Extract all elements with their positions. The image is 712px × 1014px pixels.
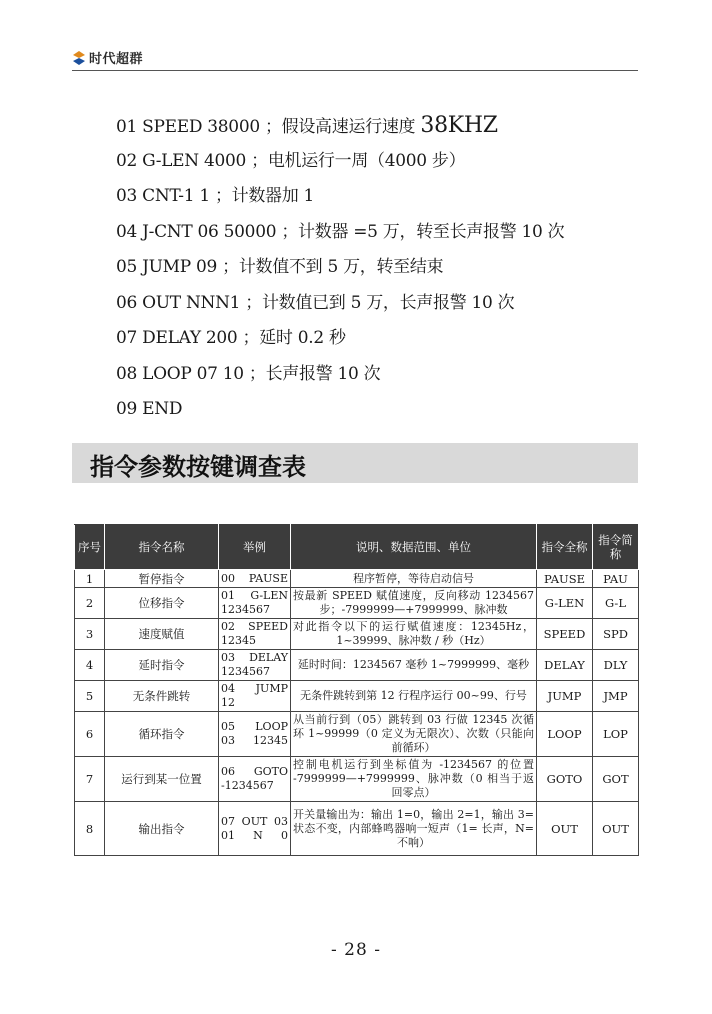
page-header	[72, 44, 638, 71]
code-line-text: 01 SPEED 38000 ；假设高速运行速度	[116, 117, 421, 137]
code-line	[116, 357, 676, 393]
code-line-text: 07 DELAY 200 ；延时 0.2 秒	[116, 328, 346, 348]
table-header-row	[75, 525, 639, 570]
table-row	[75, 588, 639, 619]
instruction-short-name: SPD	[593, 619, 639, 650]
instruction-full-name: LOOP	[537, 712, 593, 757]
instruction-description: 控制电机运行到坐标值为 -1234567 的位置 -7999999—+7999999、脉冲数（0 相当于返回零点）	[291, 757, 537, 802]
code-line-text: 03 CNT-1 1 ；计数器加 1	[116, 186, 315, 206]
row-number: 5	[75, 681, 105, 712]
instruction-description: 对此指令以下的运行赋值速度：12345Hz，1~39999、脉冲数 / 秒（Hz）	[291, 619, 537, 650]
code-line-text: 05 JUMP 09 ；计数值不到 5 万，转至结束	[116, 257, 444, 277]
instruction-name: 运行到某一位置	[105, 757, 219, 802]
page-number: - 28 -	[331, 940, 381, 960]
table-row	[75, 570, 639, 588]
instruction-name: 位移指令	[105, 588, 219, 619]
instruction-name: 延时指令	[105, 650, 219, 681]
instruction-example: 05 LOOP 03 12345	[219, 712, 291, 757]
row-number: 4	[75, 650, 105, 681]
code-line	[116, 286, 676, 322]
row-number: 1	[75, 570, 105, 588]
table-row	[75, 757, 639, 802]
brand-logo	[72, 48, 143, 67]
row-number: 7	[75, 757, 105, 802]
instruction-short-name: OUT	[593, 802, 639, 856]
table-row	[75, 802, 639, 856]
instruction-name: 无条件跳转	[105, 681, 219, 712]
instruction-description: 无条件跳转到第 12 行程序运行 00~99、行号	[291, 681, 537, 712]
code-line	[116, 108, 676, 144]
instruction-full-name: DELAY	[537, 650, 593, 681]
instruction-short-name: DLY	[593, 650, 639, 681]
instruction-short-name: G-L	[593, 588, 639, 619]
code-line	[116, 392, 676, 428]
code-line	[116, 179, 676, 215]
row-number: 6	[75, 712, 105, 757]
instruction-full-name: JUMP	[537, 681, 593, 712]
instruction-description: 从当前行到（05）跳转到 03 行做 12345 次循环 1~99999（0 定义为无限次）、次数（只能向前循环）	[291, 712, 537, 757]
header-example: 举例	[219, 525, 291, 570]
table-row	[75, 650, 639, 681]
code-line-emphasis: 38KHZ	[420, 113, 498, 138]
instruction-example: 03 DELAY 1234567	[219, 650, 291, 681]
instruction-example: 02 SPEED 12345	[219, 619, 291, 650]
instruction-example: 04 JUMP 12	[219, 681, 291, 712]
instruction-full-name: G-LEN	[537, 588, 593, 619]
table-row	[75, 681, 639, 712]
instruction-description: 开关量输出为：输出 1=0，输出 2=1，输出 3= 状态不变，内部蜂鸣器响一短声（1= 长声，N= 不响）	[291, 802, 537, 856]
instruction-example: 06 GOTO -1234567	[219, 757, 291, 802]
table-row	[75, 619, 639, 650]
code-line-text: 09 END	[116, 399, 183, 419]
code-line	[116, 144, 676, 180]
section-title-bar	[72, 443, 638, 483]
program-listing	[116, 108, 676, 428]
instruction-example: 07 OUT 03 01 N 0	[219, 802, 291, 856]
instruction-name: 暂停指令	[105, 570, 219, 588]
header-short-name: 指令简称	[593, 525, 639, 570]
instruction-example: 01 G-LEN 1234567	[219, 588, 291, 619]
instruction-short-name: PAU	[593, 570, 639, 588]
section-title: 指令参数按键调查表	[90, 453, 306, 481]
header-full-name: 指令全称	[537, 525, 593, 570]
code-line	[116, 250, 676, 286]
code-line	[116, 321, 676, 357]
instruction-description: 程序暂停，等待启动信号	[291, 570, 537, 588]
instruction-full-name: SPEED	[537, 619, 593, 650]
instruction-short-name: GOT	[593, 757, 639, 802]
instruction-name: 循环指令	[105, 712, 219, 757]
code-line	[116, 215, 676, 251]
code-line-text: 04 J-CNT 06 50000 ；计数器 =5 万，转至长声报警 10 次	[116, 221, 565, 242]
instruction-short-name: LOP	[593, 712, 639, 757]
instruction-full-name: PAUSE	[537, 570, 593, 588]
instruction-full-name: OUT	[537, 802, 593, 856]
brand-name: 时代超群	[89, 52, 144, 67]
instruction-name: 速度赋值	[105, 619, 219, 650]
row-number: 8	[75, 802, 105, 856]
row-number: 3	[75, 619, 105, 650]
instruction-description: 按最新 SPEED 赋值速度，反向移动 1234567 步；-7999999—+7999999、脉冲数	[291, 588, 537, 619]
logo-s-icon	[72, 50, 86, 66]
row-number: 2	[75, 588, 105, 619]
instruction-description: 延时时间：1234567 毫秒 1~7999999、毫秒	[291, 650, 537, 681]
code-line-text: 02 G-LEN 4000 ；电机运行一周（4000 步）	[116, 150, 466, 171]
instruction-full-name: GOTO	[537, 757, 593, 802]
header-no: 序号	[75, 525, 105, 570]
table-row	[75, 712, 639, 757]
instruction-short-name: JMP	[593, 681, 639, 712]
code-line-text: 08 LOOP 07 10 ；长声报警 10 次	[116, 363, 381, 384]
header-name: 指令名称	[105, 525, 219, 570]
instruction-name: 输出指令	[105, 802, 219, 856]
instruction-table	[74, 524, 639, 856]
code-line-text: 06 OUT NNN1 ；计数值已到 5 万，长声报警 10 次	[116, 292, 515, 313]
instruction-example: 00 PAUSE	[219, 570, 291, 588]
header-description: 说明、数据范围、单位	[291, 525, 537, 570]
